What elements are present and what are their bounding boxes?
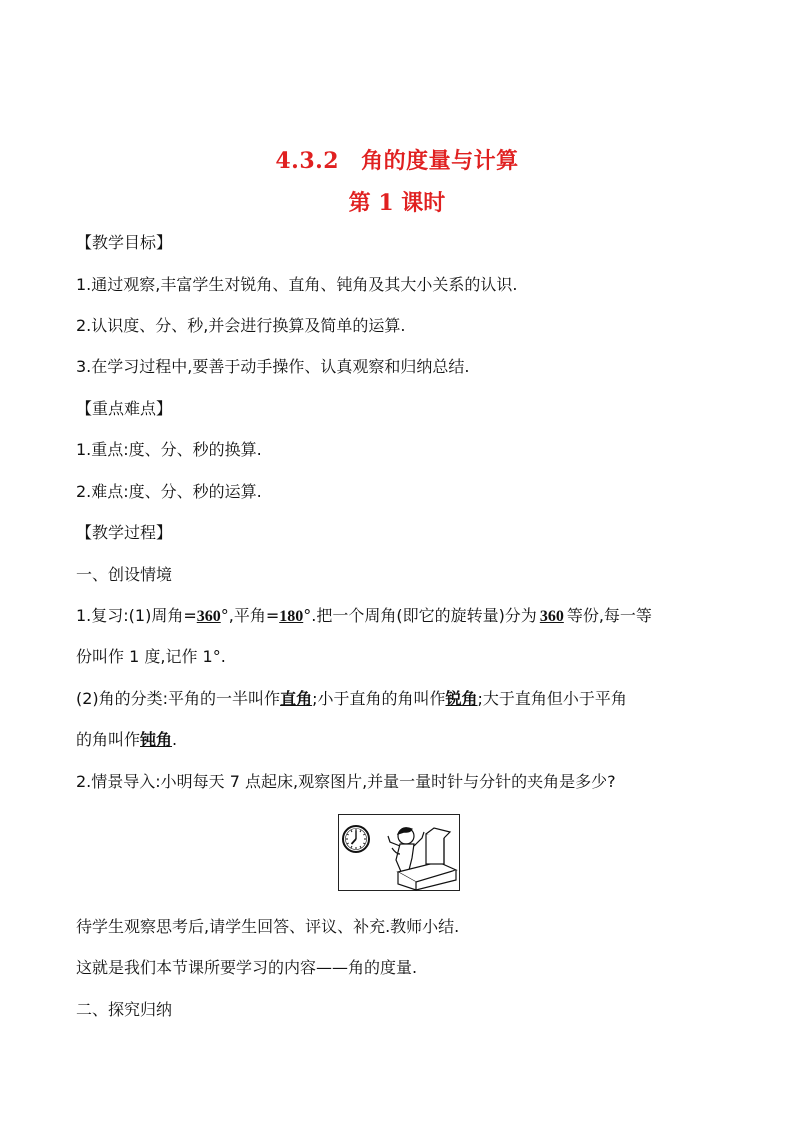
classify-line-1 xyxy=(76,689,627,709)
lesson-topic-intro: 这就是我们本节课所要学习的内容——角的度量. xyxy=(76,958,418,977)
answer-obtuse-angle: 钝角 xyxy=(140,730,173,749)
scene-intro: 2.情景导入:小明每天 7 点起床,观察图片,并量一量时针与分针的夹角是多少? xyxy=(76,772,616,791)
answer-parts: 360 xyxy=(539,608,564,625)
part-1-heading: 一、创设情境 xyxy=(76,565,173,584)
review-line-2: 份叫作 1 度,记作 1°. xyxy=(76,647,226,666)
lesson-title-text: 角的度量与计算 xyxy=(361,148,519,174)
answer-right-angle: 直角 xyxy=(280,689,313,708)
classify-text-a: (2)角的分类:平角的一半叫作 xyxy=(76,689,281,708)
lesson-subtitle: 第 1 课时 xyxy=(348,190,446,216)
lesson-number: 4.3.2 xyxy=(275,148,340,174)
goal-3: 3.在学习过程中,要善于动手操作、认真观察和归纳总结. xyxy=(76,357,470,376)
lesson-title xyxy=(0,144,794,175)
classify-line-2 xyxy=(76,730,177,750)
classify-text-c: ;大于直角但小于平角 xyxy=(477,689,627,708)
key-point-2: 2.难点:度、分、秒的运算. xyxy=(76,482,262,501)
wake-up-illustration xyxy=(338,814,460,891)
goals-heading: 【教学目标】 xyxy=(76,233,173,252)
goal-2: 2.认识度、分、秒,并会进行换算及简单的运算. xyxy=(76,316,406,335)
review-text-c: °.把一个周角(即它的旋转量)分为 xyxy=(303,606,537,625)
classify-text-e: . xyxy=(172,730,178,749)
after-discussion: 待学生观察思考后,请学生回答、评议、补充.教师小结. xyxy=(76,917,460,936)
goal-1: 1.通过观察,丰富学生对锐角、直角、钝角及其大小关系的认识. xyxy=(76,275,518,294)
classify-text-b: ;小于直角的角叫作 xyxy=(312,689,446,708)
part-2-heading: 二、探究归纳 xyxy=(76,1000,173,1019)
review-text-d: 等份,每一等 xyxy=(566,606,652,625)
key-point-1: 1.重点:度、分、秒的换算. xyxy=(76,440,262,459)
answer-acute-angle: 锐角 xyxy=(445,689,478,708)
answer-straight-angle: 180 xyxy=(279,608,304,625)
review-text-b: °,平角= xyxy=(220,606,280,625)
review-line-1 xyxy=(76,606,652,627)
classify-text-d: 的角叫作 xyxy=(76,730,141,749)
key-heading: 【重点难点】 xyxy=(76,399,173,418)
process-heading: 【教学过程】 xyxy=(76,523,173,542)
review-text-a: 1.复习:(1)周角= xyxy=(76,606,197,625)
clock-icon xyxy=(343,826,369,852)
answer-full-angle: 360 xyxy=(196,608,221,625)
